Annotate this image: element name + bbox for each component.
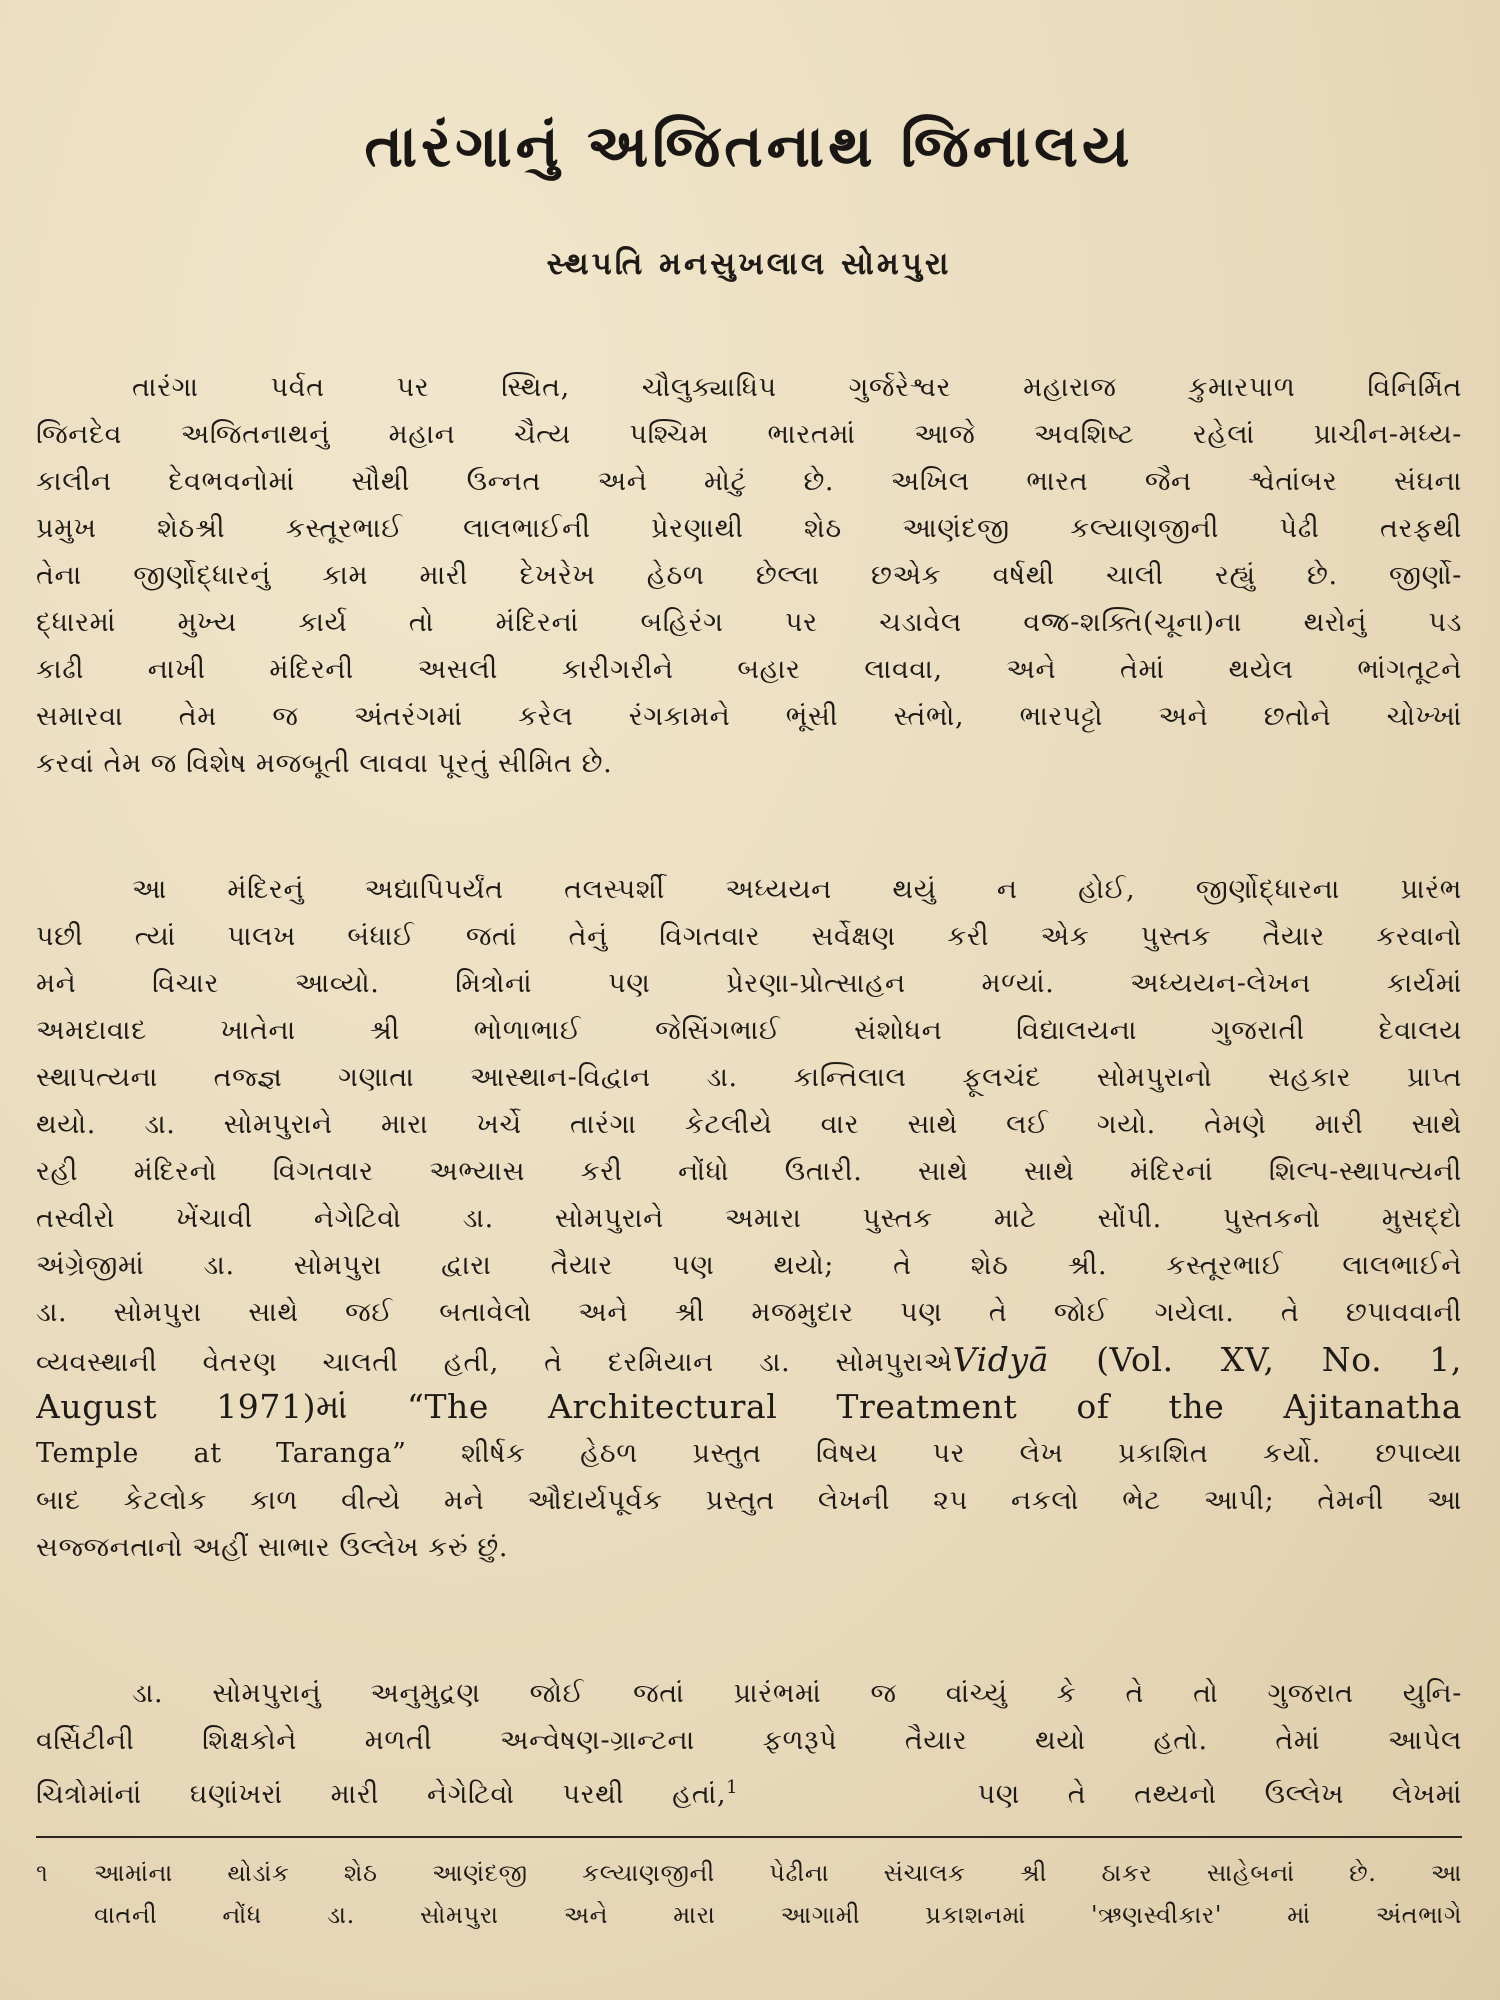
text-line: સજ્જનતાનો અહીં સાભાર ઉલ્લેખ કરું છું. [36, 1532, 509, 1563]
text-line: કરવાં તેમ જ વિશેષ મજબૂતી લાવવા પૂરતું સીમિત છે. [36, 748, 613, 779]
text-line [36, 1764, 1462, 1811]
footnote-divider [36, 1836, 1462, 1838]
text-line: સ્થાપત્યના તજ્જ્ઞ ગણાતા આસ્થાન-વિદ્વાન ડા. કાન્તિલાલ ફૂલચંદ સોમપુરાનો સહકાર પ્રાપ્ત [36, 1062, 1462, 1093]
text-line: સમારવા તેમ જ અંતરંગમાં કરેલ રંગકામને ભૂંસી સ્તંભો, ભારપટ્ટો અને છતોને ચોખ્ખાં [36, 701, 1462, 732]
text-line: દ્ધારમાં મુખ્ય કાર્ય તો મંદિરનાં બહિરંગ પર ચડાવેલ વજ્ર-શક્તિ(ચૂના)ના થરોનું પડ [36, 607, 1462, 638]
text-line-with-citation [36, 1336, 1462, 1383]
footnote-line [36, 1852, 1462, 1894]
text-line: પછી ત્યાં પાલખ બંધાઈ જતાં તેનું વિગતવાર સર્વેક્ષણ કરી એક પુસ્તક તૈયાર કરવાનો [36, 921, 1462, 952]
text-line: ડા. સોમપુરા સાથે જઈ બતાવેલો અને શ્રી મજમુદાર પણ તે જોઈ ગયેલા. તે છપાવવાની [36, 1297, 1462, 1328]
text-line: તારંગા પર્વત પર સ્થિત, ચૌલુક્યાધિપ ગુર્જરેશ્વર મહારાજ કુમારપાળ વિનિર્મિત [132, 372, 1462, 403]
text-line: આ મંદિરનું અદ્યાપિપર્યંત તલસ્પર્શી અધ્યયન થયું ન હોઈ, જીર્ણોદ્ધારના પ્રારંભ [132, 874, 1462, 905]
text-line: જિનદેવ અજિતનાથનું મહાન ચૈત્ય પશ્ચિમ ભારતમાં આજે અવશિષ્ટ રહેલાં પ્રાચીન-મધ્ય- [36, 419, 1462, 450]
text-line: અંગ્રેજીમાં ડા. સોમપુરા દ્વારા તૈયાર પણ થયો; તે શેઠ શ્રી. કસ્તૂરભાઈ લાલભાઈને [36, 1250, 1462, 1281]
text-line: મને વિચાર આવ્યો. મિત્રોનાં પણ પ્રેરણા-પ્રોત્સાહન મળ્યાં. અધ્યયન-લેખન કાર્યમાં [36, 968, 1462, 999]
journal-volume: (Vol. XV, No. 1, [1049, 1340, 1462, 1379]
text-line: રહી મંદિરનો વિગતવાર અભ્યાસ કરી નોંધો ઉતારી. સાથે સાથે મંદિરનાં શિલ્પ-સ્થાપત્યની [36, 1156, 1462, 1187]
footnote-line: વાતની નોંધ ડા. સોમપુરા અને મારા આગામી પ્રકાશનમાં 'ઋણસ્વીકાર' માં અંતભાગે [94, 1901, 1462, 1929]
article-title: તારંગાનું અજિતનાથ જિનાલય [364, 112, 1134, 180]
text-line: અમદાવાદ ખાતેના શ્રી ભોળાભાઈ જેસિંગભાઈ સંશોધન વિદ્યાલયના ગુજરાતી દેવાલય [36, 1015, 1462, 1046]
text-segment: વ્યવસ્થાની વેતરણ ચાલતી હતી, તે દરમિયાન ડા. સોમપુરાએ [36, 1347, 953, 1378]
text-line [36, 1430, 1462, 1477]
paragraph-1 [36, 364, 1462, 787]
text-segment: પણ તે તથ્યનો ઉલ્લેખ લેખમાં [977, 1779, 1462, 1810]
text-segment: Temple at Taranga” શીર્ષક હેઠળ પ્રસ્તુત વિષય પર લેખ પ્રકાશિત કર્યો. છપાવ્યા [36, 1438, 1462, 1469]
text-line: વર્સિટીની શિક્ષકોને મળતી અન્વેષણ-ગ્રાન્ટના ફળરૂપે તૈયાર થયો હતો. તેમાં આપેલ [36, 1725, 1462, 1756]
paragraph-3 [36, 1670, 1462, 1811]
article-citation: August 1971)માં “The Architectural Treatment of the Ajitanatha [36, 1387, 1462, 1426]
footnote-reference: 1 [726, 1777, 739, 1798]
text-line [36, 1383, 1462, 1430]
footnote-number: ૧ [36, 1859, 49, 1887]
text-segment: આમાંના થોડાંક શેઠ આણંદજી કલ્યાણજીની પેઢીના સંચાલક શ્રી ઠાકર સાહેબનાં છે. આ [94, 1859, 1462, 1887]
page [36, 0, 1462, 2000]
text-line: તેના જીર્ણોદ્ધારનું કામ મારી દેખરેખ હેઠળ છેલ્લા છએક વર્ષથી ચાલી રહ્યું છે. જીર્ણો- [36, 560, 1462, 591]
text-line: ડા. સોમપુરાનું અનુમુદ્રણ જોઈ જતાં પ્રારંભમાં જ વાંચ્યું કે તે તો ગુજરાત યુનિ- [132, 1678, 1462, 1709]
journal-name: Vidyā [952, 1340, 1049, 1379]
text-line: તસ્વીરો ખેંચાવી નેગેટિવો ડા. સોમપુરાને અમારા પુસ્તક માટે સોંપી. પુસ્તકનો મુસદ્દો [36, 1203, 1462, 1234]
text-line: પ્રમુખ શેઠશ્રી કસ્તૂરભાઈ લાલભાઈની પ્રેરણાથી શેઠ આણંદજી કલ્યાણજીની પેઢી તરફથી [36, 513, 1462, 544]
text-line: બાદ કેટલોક કાળ વીત્યે મને ઔદાર્યપૂર્વક પ્રસ્તુત લેખની ૨૫ નકલો ભેટ આપી; તેમની આ [36, 1485, 1462, 1516]
text-segment: ચિત્રોમાંનાં ઘણાંખરાં મારી નેગેટિવો પરથી હતાં, [36, 1779, 727, 1810]
text-line: કાઢી નાખી મંદિરની અસલી કારીગરીને બહાર લાવવા, અને તેમાં થયેલ ભાંગતૂટને [36, 654, 1462, 685]
article-author: સ્થપતિ મનસુખલાલ સોમપુરા [546, 246, 952, 282]
paragraph-2 [36, 866, 1462, 1571]
footnote [36, 1852, 1462, 1936]
text-line: થયો. ડા. સોમપુરાને મારા ખર્ચે તારંગા કેટલીયે વાર સાથે લઈ ગયો. તેમણે મારી સાથે [36, 1109, 1462, 1140]
text-line: કાલીન દેવભવનોમાં સૌથી ઉન્નત અને મોટું છે. અખિલ ભારત જૈન શ્વેતાંબર સંઘના [36, 466, 1462, 497]
